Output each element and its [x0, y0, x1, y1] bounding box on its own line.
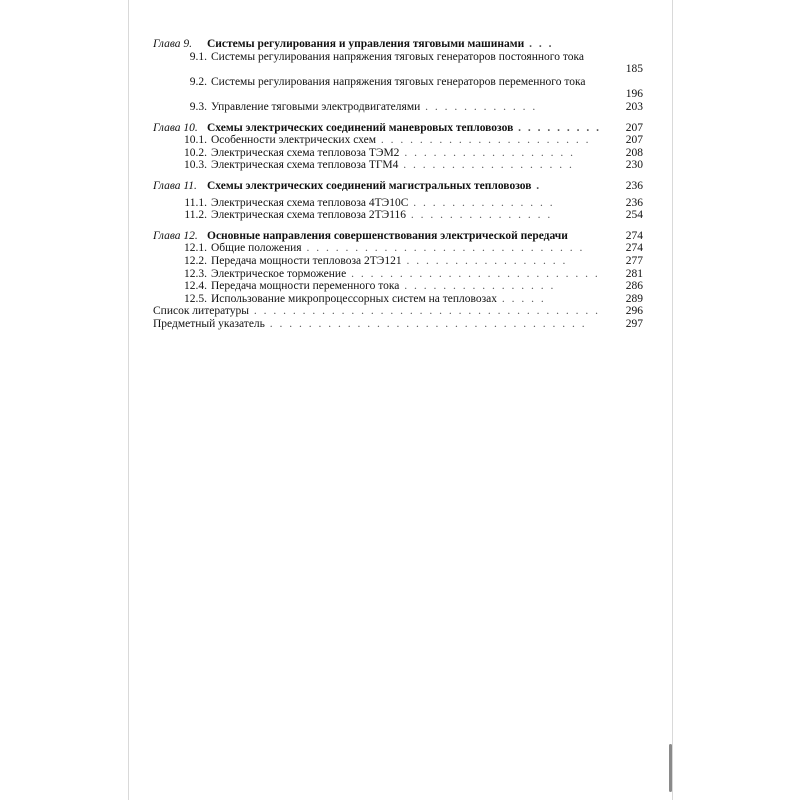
entry-page: 296 — [625, 305, 643, 318]
toc-entry-9-2[interactable] — [153, 76, 643, 101]
entry-title: Управление тяговыми электродвигателями . . . . . . . . . . . . — [211, 100, 538, 113]
chapter-label: Глава 12. — [153, 229, 198, 242]
entry-number: 10.3. — [184, 159, 207, 172]
entry-page: 207 — [625, 134, 643, 147]
entry-title: Системы регулирования напряжения тяговых генераторов переменного тока — [211, 75, 586, 88]
entry-title: Электрическая схема тепловоза ТГМ4 . . . . . . . . . . . . . . . . . . — [211, 159, 574, 172]
chapter-page: 274 — [625, 229, 643, 242]
chapter-title: Схемы электрических соединений маневровых тепловозов . . . . . . . . . — [207, 121, 602, 134]
entry-title: Передача мощности переменного тока . . . . . . . . . . . . . . . . — [211, 280, 556, 293]
toc-entry-12-3[interactable] — [153, 268, 643, 281]
entry-title: Системы регулирования напряжения тяговых генераторов постоянного тока — [211, 50, 584, 63]
toc-entry-12-5[interactable] — [153, 293, 643, 306]
toc-chapter-10[interactable] — [153, 122, 643, 135]
entry-page: 196 — [625, 88, 643, 101]
entry-page: 281 — [625, 267, 643, 280]
chapter-label: Глава 10. — [153, 121, 198, 134]
entry-title: Предметный указатель . . . . . . . . . . . . . . . . . . . . . . . . . . . . . . . . . — [153, 317, 587, 330]
toc-entry-10-1[interactable] — [153, 134, 643, 147]
entry-number: 9.2. — [189, 75, 207, 88]
toc-entry-10-2[interactable] — [153, 147, 643, 160]
entry-title: Использование микропроцессорных систем на тепловозах . . . . . — [211, 292, 546, 305]
entry-title: Электрическая схема тепловоза ТЭМ2 . . . . . . . . . . . . . . . . . . — [211, 146, 575, 159]
toc-entry-12-2[interactable] — [153, 255, 643, 268]
toc-entry-11-1[interactable] — [153, 197, 643, 210]
entry-title: Электрическая схема тепловоза 2ТЭ116 . . . . . . . . . . . . . . . — [211, 209, 553, 222]
entry-title: Электрическая схема тепловоза 4ТЭ10С . . . . . . . . . . . . . . . — [211, 196, 555, 209]
entry-title: Особенности электрических схем . . . . . . . . . . . . . . . . . . . . . . — [211, 134, 591, 147]
toc-entry-10-3[interactable] — [153, 159, 643, 172]
entry-page: 297 — [625, 317, 643, 330]
entry-number: 10.1. — [184, 134, 207, 147]
entry-number: 12.4. — [184, 280, 207, 293]
toc-chapter-12[interactable] — [153, 230, 643, 243]
document-page — [128, 0, 673, 800]
chapter-title: Основные направления совершенствования электрической передачи — [207, 229, 568, 242]
entry-page: 185 — [625, 63, 643, 76]
chapter-label: Глава 11. — [153, 179, 197, 192]
toc-entry-9-3[interactable] — [153, 101, 643, 114]
entry-title: Передача мощности тепловоза 2ТЭ121 . . . . . . . . . . . . . . . . . — [211, 254, 568, 267]
table-of-contents — [153, 38, 643, 330]
toc-entry-12-4[interactable] — [153, 280, 643, 293]
toc-chapter-11[interactable] — [153, 180, 643, 193]
entry-number: 10.2. — [184, 146, 207, 159]
entry-number: 12.3. — [184, 267, 207, 280]
entry-number: 12.5. — [184, 292, 207, 305]
toc-entry-11-2[interactable] — [153, 209, 643, 222]
entry-number: 12.1. — [184, 242, 207, 255]
entry-page: 254 — [625, 209, 643, 222]
entry-title: Список литературы . . . . . . . . . . . . . . . . . . . . . . . . . . . . . . . . . . . . — [153, 305, 600, 318]
chapter-label: Глава 9. — [153, 38, 192, 50]
chapter-page: 236 — [625, 179, 643, 192]
toc-subject-index[interactable] — [153, 318, 643, 331]
toc-chapter-9[interactable] — [153, 38, 643, 51]
chapter-title: Системы регулирования и управления тяговыми машинами . . . — [207, 38, 554, 50]
entry-page: 277 — [625, 254, 643, 267]
chapter-page: 207 — [625, 121, 643, 134]
entry-number: 12.2. — [184, 254, 207, 267]
entry-page: 230 — [625, 159, 643, 172]
toc-entry-9-1[interactable] — [153, 51, 643, 76]
toc-bibliography[interactable] — [153, 305, 643, 318]
entry-page: 208 — [625, 146, 643, 159]
entry-number: 11.2. — [184, 209, 207, 222]
chapter-title: Схемы электрических соединений магистральных тепловозов . — [207, 179, 542, 192]
entry-number: 9.1. — [189, 50, 207, 63]
entry-number: 9.3. — [189, 100, 207, 113]
entry-number: 11.1. — [184, 196, 207, 209]
entry-page: 289 — [625, 292, 643, 305]
entry-title: Общие положения . . . . . . . . . . . . . . . . . . . . . . . . . . . . . — [211, 242, 585, 255]
entry-page: 274 — [625, 242, 643, 255]
entry-page: 203 — [625, 100, 643, 113]
entry-title: Электрическое торможение . . . . . . . . . . . . . . . . . . . . . . . . . . — [211, 267, 600, 280]
scrollbar[interactable] — [669, 744, 672, 792]
entry-page: 286 — [625, 280, 643, 293]
toc-entry-12-1[interactable] — [153, 242, 643, 255]
entry-page: 236 — [625, 196, 643, 209]
